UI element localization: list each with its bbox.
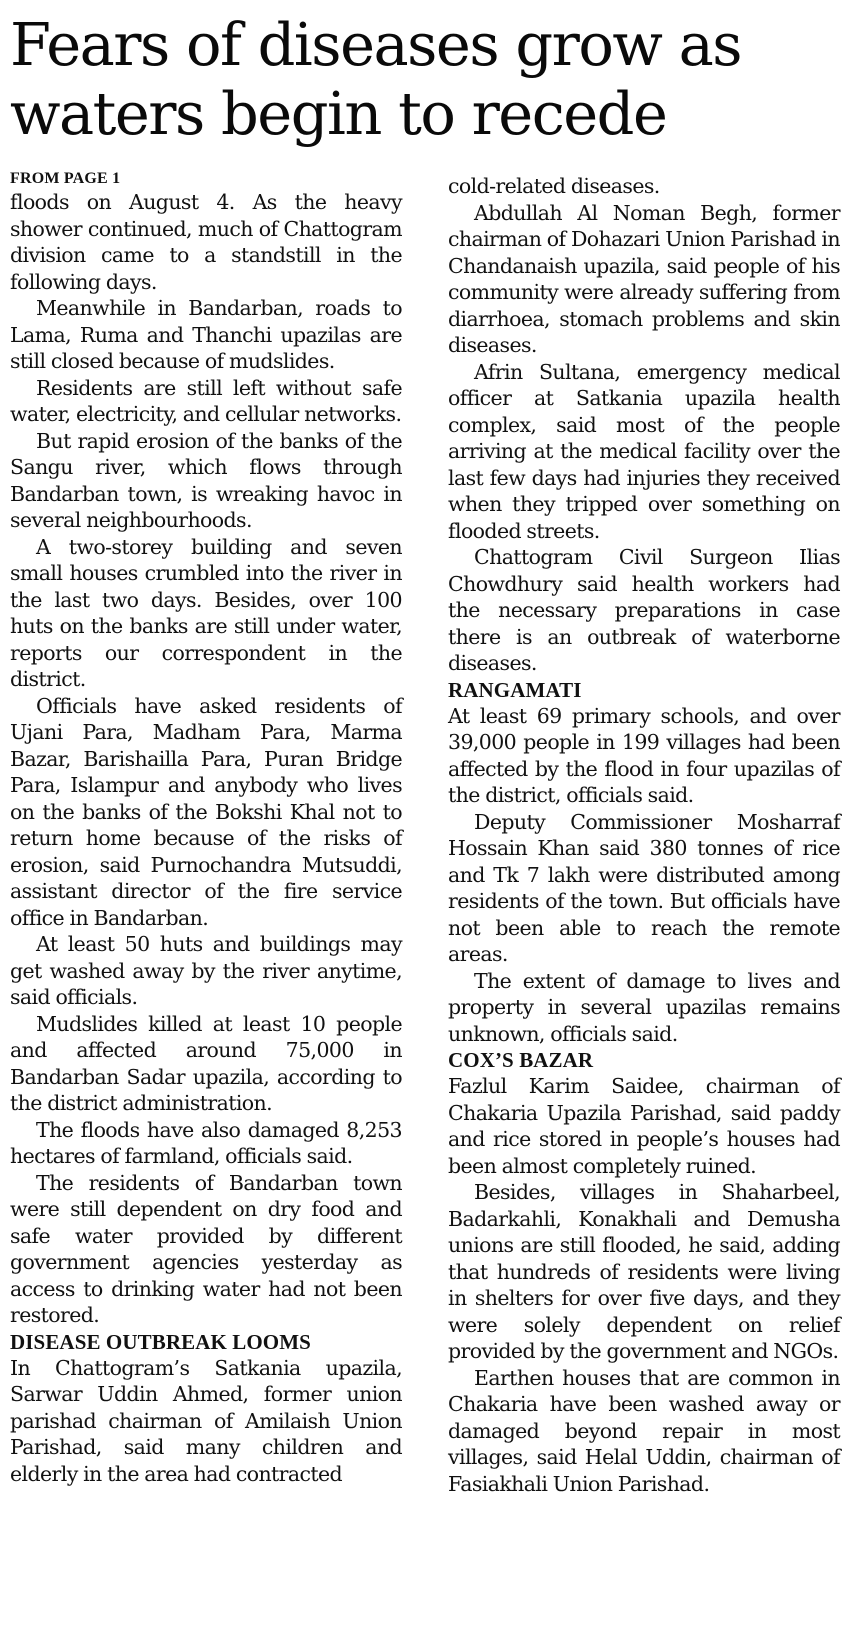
paragraph: Residents are still left without safe water, electricity, and cellular networks. [10, 375, 402, 426]
headline-line-1: Fears of diseases grow as [10, 10, 742, 79]
paragraph: In Chattogram’s Satkania upazila, Sarwar Uddin Ahmed, former union parishad chairman of Amilaish Union Parishad, said many children and elderly in the area had contracted [10, 1355, 402, 1486]
left-column [10, 170, 402, 1497]
paragraph: Meanwhile in Bandarban, roads to Lama, Ruma and Thanchi upazilas are still closed because of mudslides. [10, 296, 402, 373]
jump-label: FROM PAGE 1 [10, 170, 121, 187]
paragraph: cold-related diseases. [448, 174, 660, 198]
headline [10, 10, 840, 148]
paragraph: Mudslides killed at least 10 people and affected around 75,000 in Bandarban Sadar upazila, according to the district administration. [10, 1011, 402, 1115]
paragraph: At least 69 primary schools, and over 39,000 people in 199 villages had been affected by the flood in four upazilas of the district, officials said. [448, 703, 840, 807]
headline-line-2: waters begin to recede [10, 79, 667, 148]
paragraph: But rapid erosion of the banks of the Sangu river, which flows through Bandarban town, is wreaking havoc in several neighbourhoods. [10, 428, 402, 532]
paragraph: A two-storey building and seven small houses crumbled into the river in the last two days. Besides, over 100 huts on the banks are still under water, reports our correspondent in the district. [10, 534, 402, 691]
paragraph: Officials have asked residents of Ujani Para, Madham Para, Marma Bazar, Barishailla Para, Puran Bridge Para, Islampur and anybody who lives on the banks of the Bokshi Khal not to return home because of the risks of erosion, said Purnochandra Mutsuddi, assistant director of the fire service office in Bandarban. [10, 693, 402, 930]
right-column [448, 173, 840, 1497]
paragraph: Fazlul Karim Saidee, chairman of Chakaria Upazila Parishad, said paddy and rice stored in people’s houses had been almost completely ruined. [448, 1074, 840, 1178]
subhead-coxs-bazar: COX’S BAZAR [448, 1048, 594, 1072]
paragraph: Chattogram Civil Surgeon Ilias Chowdhury said health workers had the necessary preparations in case there is an outbreak of waterborne diseases. [448, 545, 840, 675]
paragraph: At least 50 huts and buildings may get washed away by the river anytime, said officials. [10, 932, 402, 1009]
paragraph: The floods have also damaged 8,253 hectares of farmland, officials said. [10, 1117, 402, 1168]
article-columns [10, 170, 840, 1497]
paragraph: The residents of Bandarban town were still dependent on dry food and safe water provided by different government agencies yesterday as access to drinking water had not been restored. [10, 1170, 402, 1327]
paragraph: Abdullah Al Noman Begh, former chairman of Dohazari Union Parishad in Chandanaish upazila, said people of his community were already suffering from diarrhoea, stomach problems and skin diseases. [448, 200, 840, 357]
subhead-rangamati: RANGAMATI [448, 677, 582, 702]
paragraph: Earthen houses that are common in Chakaria have been washed away or damaged beyond repair in most villages, said Helal Uddin, chairman of Fasiakhali Union Parishad. [448, 1365, 840, 1496]
paragraph: The extent of damage to lives and property in several upazilas remains unknown, officials said. [448, 968, 840, 1046]
paragraph: Afrin Sultana, emergency medical officer at Satkania upazila health complex, said most of the people arriving at the medical facility over the last few days had injuries they received when they tripped over something on flooded streets. [448, 359, 840, 543]
paragraph: floods on August 4. As the heavy shower continued, much of Chattogram division came to a standstill in the following days. [10, 190, 402, 294]
paragraph: Besides, villages in Shaharbeel, Badarkahli, Konakhali and Demusha unions are still flooded, he said, adding that hundreds of residents were living in shelters for over five days, and they were solely dependent on relief provided by the government and NGOs. [448, 1180, 840, 1363]
subhead-disease-outbreak: DISEASE OUTBREAK LOOMS [10, 1329, 311, 1354]
paragraph: Deputy Commissioner Mosharraf Hossain Khan said 380 tonnes of rice and Tk 7 lakh were distributed among residents of the town. But officials have not been able to reach the remote areas. [448, 809, 840, 966]
